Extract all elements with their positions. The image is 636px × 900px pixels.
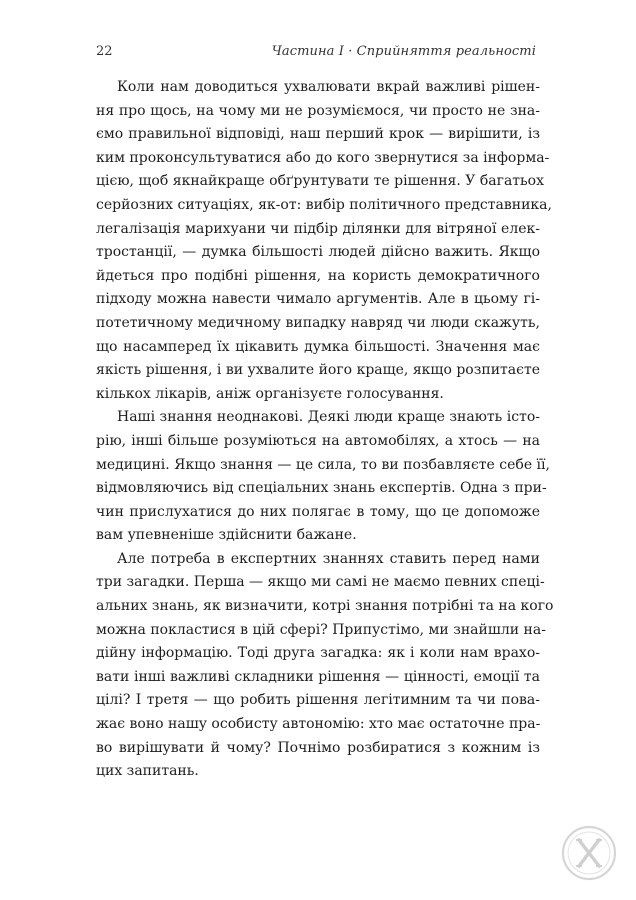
publisher-x-logo-icon — [560, 824, 618, 882]
text-line: йдеться про подібні рішення, на користь демократичного — [96, 267, 540, 284]
running-head — [96, 44, 536, 64]
text-line: жає воно нашу особисту автономію: хто має остаточне пра- — [96, 716, 541, 733]
text-line: Наші знання неоднакові. Деякі люди краще знають істо- — [117, 409, 540, 426]
text-line: ня про щось, на чому ми не розуміємося, чи просто не зна- — [96, 102, 540, 119]
text-line: можна покластися в цій сфері? Припустімо, ми знайшли на- — [96, 621, 546, 638]
paragraph — [96, 76, 552, 406]
text-line: серйозних ситуаціях, як-от: вибір політичного представника, — [96, 196, 552, 213]
text-line: цією, щоб якнайкраще обґрунтувати те рішення. У багатьох — [96, 173, 544, 190]
text-line: відмовляючись від спеціальних знань експертів. Одна з при- — [96, 480, 547, 497]
text-line: медицині. Якщо знання — це сила, то ви позбавляєте себе її, — [96, 456, 550, 473]
text-line: тростанції, — думка більшості людей дійсно важить. Якщо — [96, 244, 540, 261]
text-line: во вирішувати й чому? Почнімо розбиратися з кожним із — [96, 739, 540, 756]
body-text — [96, 76, 554, 784]
text-line: Коли нам доводиться ухвалювати вкрай важливі рішен- — [117, 79, 540, 95]
text-line: цих запитань. — [96, 763, 199, 780]
text-line: легалізація марихуани чи підбір ділянки для вітряної елек- — [96, 220, 540, 237]
text-line: рію, інші більше розуміються на автомобілях, а хтось — на — [96, 432, 540, 449]
text-line: альних знань, як визначити, котрі знання потрібні та на кого — [96, 598, 554, 615]
text-line: ємо правильної відповіді, наш перший крок — вирішити, із — [96, 126, 540, 143]
text-line: чин прислухатися до них полягає в тому, що це допоможе — [96, 503, 540, 520]
text-line: ким проконсультуватися або до кого звернутися за інформа- — [96, 149, 550, 166]
text-line: що насамперед їх цікавить думка більшості. Значення має — [96, 338, 540, 355]
text-line: три загадки. Перша — якщо ми самі не маємо певних спеці- — [96, 574, 545, 591]
text-line: Але потреба в експертних знаннях ставить перед нами — [117, 550, 540, 567]
text-line: вам упевненіше здійснити бажане. — [96, 527, 357, 544]
text-line: дійну інформацію. Тоді друга загадка: як і коли нам врахо- — [96, 645, 540, 662]
text-line: цілі? І третя — що робить рішення легітимним та чи пова- — [96, 692, 540, 709]
text-line: вати інші важливі складники рішення — цінності, емоції та — [96, 668, 540, 685]
text-line: потетичному медичному випадку навряд чи люди скажуть, — [96, 314, 540, 331]
chapter-title: Частина I · Сприйняття реальності — [271, 44, 536, 59]
page-number: 22 — [96, 44, 113, 59]
text-line: якість рішення, і ви ухвалите його краще, якщо розпитаєте — [96, 362, 540, 379]
text-line: підходу можна навести чимало аргументів. Але в цьому гі- — [96, 291, 540, 308]
paragraph — [96, 548, 554, 784]
paragraph — [96, 406, 550, 548]
text-line: кількох лікарів, аніж організуєте голосування. — [96, 385, 444, 402]
